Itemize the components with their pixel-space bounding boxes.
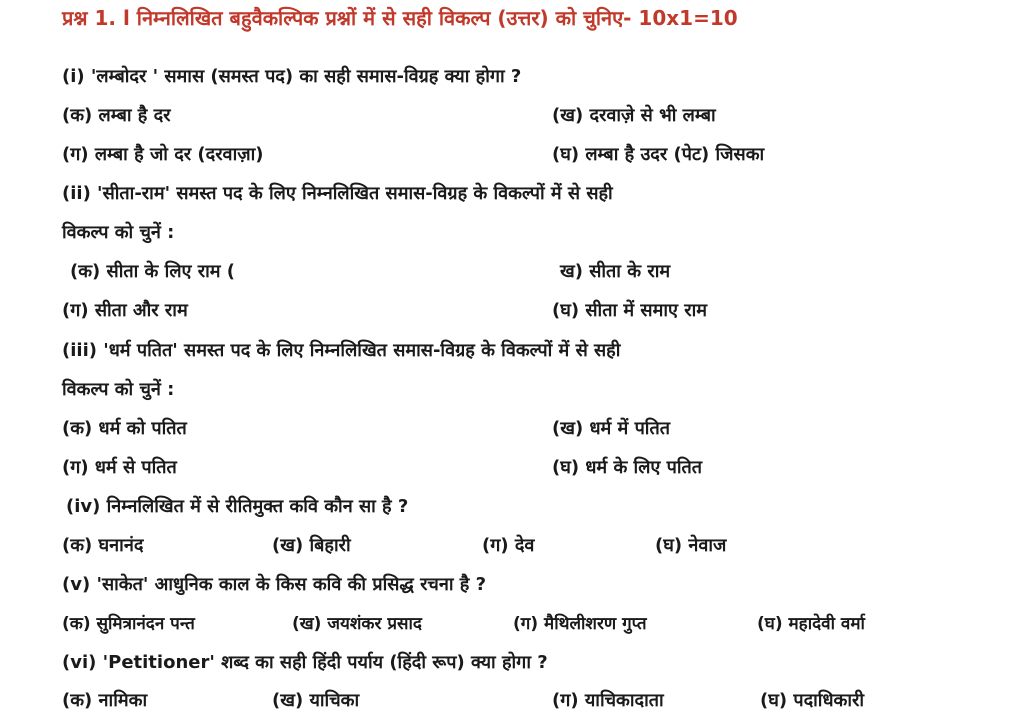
- question-6-text: (vi) 'Petitioner' शब्द का सही हिंदी पर्याय (हिंदी रूप) क्या होगा ?: [62, 652, 548, 673]
- question-5-option-c: (ग) मैथिलीशरण गुप्त: [513, 614, 647, 634]
- question-1-option-b: (ख) दरवाज़े से भी लम्बा: [552, 105, 716, 126]
- question-6-option-c: (ग) याचिकादाता: [552, 690, 664, 711]
- question-4-option-c: (ग) देव: [482, 535, 535, 556]
- question-1-option-d: (घ) लम्बा है उदर (पेट) जिसका: [552, 144, 765, 165]
- question-5-option-b: (ख) जयशंकर प्रसाद: [292, 614, 422, 634]
- question-3-text-line1: (iii) 'धर्म पतित' समस्त पद के लिए निम्नलिखित समास-विग्रह के विकल्पों में से सही: [62, 340, 621, 361]
- question-1-text: (i) 'लम्बोदर ' समास (समस्त पद) का सही समास-विग्रह क्या होगा ?: [62, 66, 522, 87]
- question-4-option-d: (घ) नेवाज: [655, 535, 727, 556]
- question-3-option-b: (ख) धर्म में पतित: [552, 418, 670, 439]
- question-4-option-a: (क) घनानंद: [62, 535, 144, 556]
- question-4-text: (iv) निम्नलिखित में से रीतिमुक्त कवि कौन सा है ?: [66, 496, 409, 517]
- question-1-option-c: (ग) लम्बा है जो दर (दरवाज़ा): [62, 144, 264, 165]
- question-3-option-a: (क) धर्म को पतित: [62, 418, 187, 439]
- question-5-option-d: (घ) महादेवी वर्मा: [757, 614, 865, 634]
- question-5-option-a: (क) सुमित्रानंदन पन्त: [62, 614, 195, 634]
- question-heading: प्रश्न 1. l निम्नलिखित बहुवैकल्पिक प्रश्नों में से सही विकल्प (उत्तर) को चुनिए- 10x1=10: [62, 6, 738, 30]
- question-6-option-b: (ख) याचिका: [272, 690, 360, 711]
- question-6-option-d: (घ) पदाधिकारी: [760, 690, 865, 711]
- question-1-option-a: (क) लम्बा है दर: [62, 105, 171, 126]
- question-4-option-b: (ख) बिहारी: [272, 535, 351, 556]
- question-2-option-d: (घ) सीता में समाए राम: [552, 300, 708, 321]
- question-2-text-line2: विकल्प को चुनें :: [62, 222, 175, 243]
- question-2-text-line1: (ii) 'सीता-राम' समस्त पद के लिए निम्नलिखित समास-विग्रह के विकल्पों में से सही: [62, 183, 613, 204]
- question-6-option-a: (क) नामिका: [62, 690, 148, 711]
- question-3-option-c: (ग) धर्म से पतित: [62, 457, 177, 478]
- question-5-text: (v) 'साकेत' आधुनिक काल के किस कवि की प्रसिद्ध रचना है ?: [62, 574, 487, 595]
- question-3-text-line2: विकल्प को चुनें :: [62, 379, 175, 400]
- question-2-option-b: ख) सीता के राम: [560, 261, 671, 282]
- question-2-option-c: (ग) सीता और राम: [62, 300, 188, 321]
- question-3-option-d: (घ) धर्म के लिए पतित: [552, 457, 703, 478]
- question-2-option-a: (क) सीता के लिए राम (: [70, 261, 236, 282]
